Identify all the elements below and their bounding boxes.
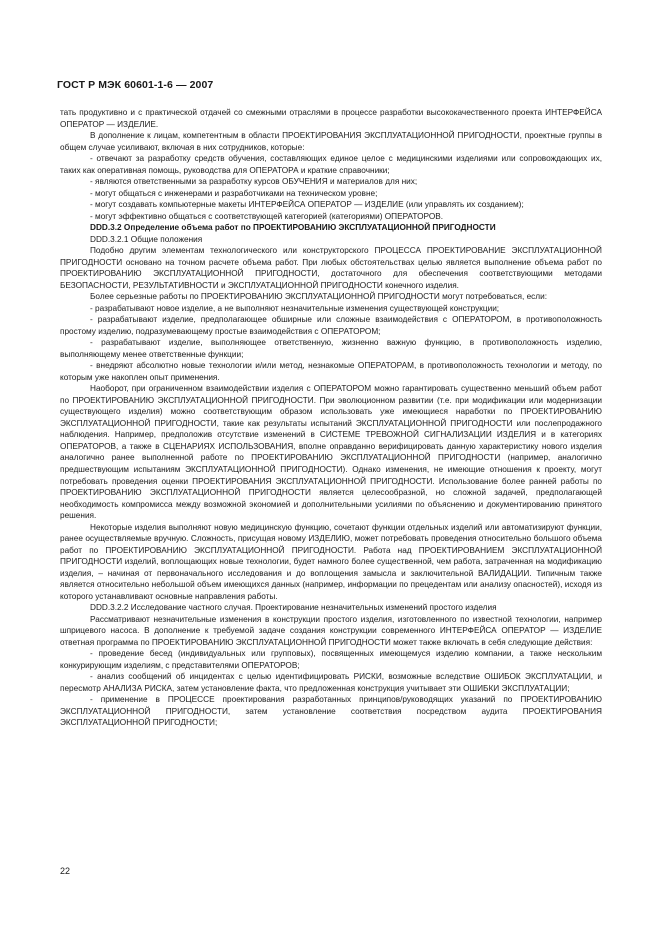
- subsection-heading: DDD.3.2.2 Исследование частного случая. Проектирование незначительных изменений простого изделия: [90, 603, 497, 613]
- list-item: - разрабатывают изделие, предполагающее обширные или сложные взаимодействия с ОПЕРАТОРОМ, в противоположность простому изделию, подразумевающему простые взаимодействия с ОПЕРАТОРОМ;: [60, 315, 602, 336]
- section-heading: DDD.3.2 Определение объема работ по ПРОЕКТИРОВАНИЮ ЭКСПЛУАТАЦИОННОЙ ПРИГОДНОСТИ: [90, 223, 496, 233]
- list-item: - могут эффективно общаться с соответствующей категорией (категориями) ОПЕРАТОРОВ.: [90, 211, 444, 221]
- body-text: [60, 107, 602, 729]
- page-number: 22: [60, 866, 71, 876]
- paragraph: В дополнение к лицам, компетентным в области ПРОЕКТИРОВАНИЯ ЭКСПЛУАТАЦИОННОЙ ПРИГОДНОСТИ, проектные группы в общем случае усиливают, включая в них сотрудников, которые:: [60, 131, 602, 152]
- list-item: - являются ответственными за разработку курсов ОБУЧЕНИЯ и материалов для них;: [90, 177, 418, 187]
- list-item: - отвечают за разработку средств обучения, составляющих единое целое с медицинскими изделиями или сопровождающих их, таких как оперативная помощь, руководства для ОПЕРАТОРА и краткие справочники;: [60, 154, 602, 175]
- subsection-heading: DDD.3.2.1 Общие положения: [90, 234, 203, 244]
- paragraph: тать продуктивно и с практической отдачей со смежными отраслями в процессе разработки высококачественного проекта ИНТЕРФЕЙСА ОПЕРАТОР — ИЗДЕЛИЕ.: [60, 108, 602, 129]
- paragraph: Более серьезные работы по ПРОЕКТИРОВАНИЮ ЭКСПЛУАТАЦИОННОЙ ПРИГОДНОСТИ могут потребоваться, если:: [90, 292, 548, 302]
- list-item: - могут создавать компьютерные макеты ИНТЕРФЕЙСА ОПЕРАТОР — ИЗДЕЛИЕ (или управлять их созданием);: [90, 200, 524, 210]
- paragraph: Наоборот, при ограниченном взаимодействии изделия с ОПЕРАТОРОМ можно гарантировать существенно меньший объем работ по ПРОЕКТИРОВАНИЮ ЭКСПЛУАТАЦИОННОЙ ПРИГОДНОСТИ. При эволюционном развитии (т.е. при модификации или модернизации существующего изделия) можно соответствующим образом использовать уже имеющиеся наработки по ПРОЕКТИРОВАНИЮ ЭКСПЛУАТАЦИОННОЙ ПРИГОДНОСТИ, такие как результаты испытаний ЭКСПЛУАТАЦИОННОЙ ПРИГОДНОСТИ или послепродажного наблюдения. Например, предположив отсутствие изменений в СИСТЕМЕ ТРЕВОЖНОЙ СИГНАЛИЗАЦИИ ИЗДЕЛИЯ и в категориях ОПЕРАТОРОВ, а также в СЦЕНАРИЯХ ИСПОЛЬЗОВАНИЯ, вполне оправданно верифицировать данную характеристику нового изделия аналогично ранее выполненной работе по ПРОЕКТИРОВАНИЮ ЭКСПЛУАТАЦИОННОЙ ПРИГОДНОСТИ (например, аналогично предшествующим испытаниям ЭКСПЛУАТАЦИОННОЙ ПРИГОДНОСТИ). Однако изменения, не имеющие отношения к проекту, могут потребовать проведения оценки ПРОЕКТИРОВАНИЯ ЭКСПЛУАТАЦИОННОЙ ПРИГОДНОСТИ. Использование более ранней работы по ПРОЕКТИРОВАНИЮ ЭКСПЛУАТАЦИОННОЙ ПРИГОДНОСТИ является целесообразной, но сложной задачей, предполагающей необходимость компромисса между возможной экономией и дополнительными усилиями по объяснению и документированию принятого решения.: [60, 384, 602, 521]
- standard-header: ГОСТ Р МЭК 60601-1-6 — 2007: [57, 79, 214, 91]
- paragraph: Подобно другим элементам технологического или конструкторского ПРОЦЕССА ПРОЕКТИРОВАНИЕ ЭКСПЛУАТАЦИОННОЙ ПРИГОДНОСТИ основано на точном расчете объема работ. При любых обстоятельствах целью является выполнение объема работ по ПРОЕКТИРОВАНИЮ ЭКСПЛУАТАЦИОННОЙ ПРИГОДНОСТИ, достаточного для обеспечения соответствующими методами БЕЗОПАСНОСТИ, РЕЗУЛЬТАТИВНОСТИ и ЭКСПЛУАТАЦИОННОЙ ПРИГОДНОСТИ конечного изделия.: [60, 246, 602, 290]
- list-item: - применение в ПРОЦЕССЕ проектирования разработанных принципов/руководящих указаний по ПРОЕКТИРОВАНИЮ ЭКСПЛУАТАЦИОННОЙ ПРИГОДНОСТИ, затем установление соответствия посредством аудита ПРОЕКТИРОВАНИЯ ЭКСПЛУАТАЦИОННОЙ ПРИГОДНОСТИ;: [60, 695, 602, 728]
- paragraph: Некоторые изделия выполняют новую медицинскую функцию, сочетают функции отдельных изделий или автоматизируют функции, ранее осуществляемые вручную. Сложность, присущая новому ИЗДЕЛИЮ, может потребовать проведения относительно большого объема работ по ПРОЕКТИРОВАНИЮ ЭКСПЛУАТАЦИОННОЙ ПРИГОДНОСТИ. Работа над ПРОЕКТИРОВАНИЕМ ЭКСПЛУАТАЦИОННОЙ ПРИГОДНОСТИ изделий, воплощающих новые технологии, будет намного более существенной, чем работа, затраченная на модификацию изделия, – начиная от первоначального исследования и до воплощения замысла и заключительной ВАЛИДАЦИИ. Типичным также является относительно небольшой объем имеющихся данных (например, информации по прецедентам или анализу опасностей), исходя из которого устанавливают основные направления работы.: [60, 522, 602, 601]
- list-item: - внедряют абсолютно новые технологии и/или метод, незнакомые ОПЕРАТОРАМ, в противоположность технологии и методу, по которым уже накоплен опыт применения.: [60, 361, 602, 382]
- list-item: - анализ сообщений об инцидентах с целью идентифицировать РИСКИ, возможные вследствие ОШИБОК ЭКСПЛУАТАЦИИ, и пересмотр АНАЛИЗА РИСКА, затем установление факта, что предложенная конструкция учитывает эти ОШИБКИ ЭКСПЛУАТАЦИИ;: [60, 672, 602, 693]
- list-item: - проведение бесед (индивидуальных или групповых), посвященных имеющемуся изделию компании, а также нескольким конкурирующим изделиям, с представителями ОПЕРАТОРОВ;: [60, 649, 602, 670]
- list-item: - разрабатывают изделие, выполняющее ответственную, жизненно важную функцию, в противоположность изделию, выполняющему менее ответственные функции;: [60, 338, 602, 359]
- list-item: - разрабатывают новое изделие, а не выполняют незначительные изменения существующей конструкции;: [90, 303, 500, 313]
- list-item: - могут общаться с инженерами и разработчиками на техническом уровне;: [90, 188, 378, 198]
- paragraph: Рассматривают незначительные изменения в конструкции простого изделия, изготовленного по известной технологии, например шприцевого насоса. В дополнение к требуемой задаче создания конструкции современного ИНТЕРФЕЙСА ОПЕРАТОР — ИЗДЕЛИЕ ответная программа по ПРОЕКТИРОВАНИЮ ЭКСПЛУАТАЦИОННОЙ ПРИГОДНОСТИ может также включать в себя следующие действия:: [60, 614, 602, 647]
